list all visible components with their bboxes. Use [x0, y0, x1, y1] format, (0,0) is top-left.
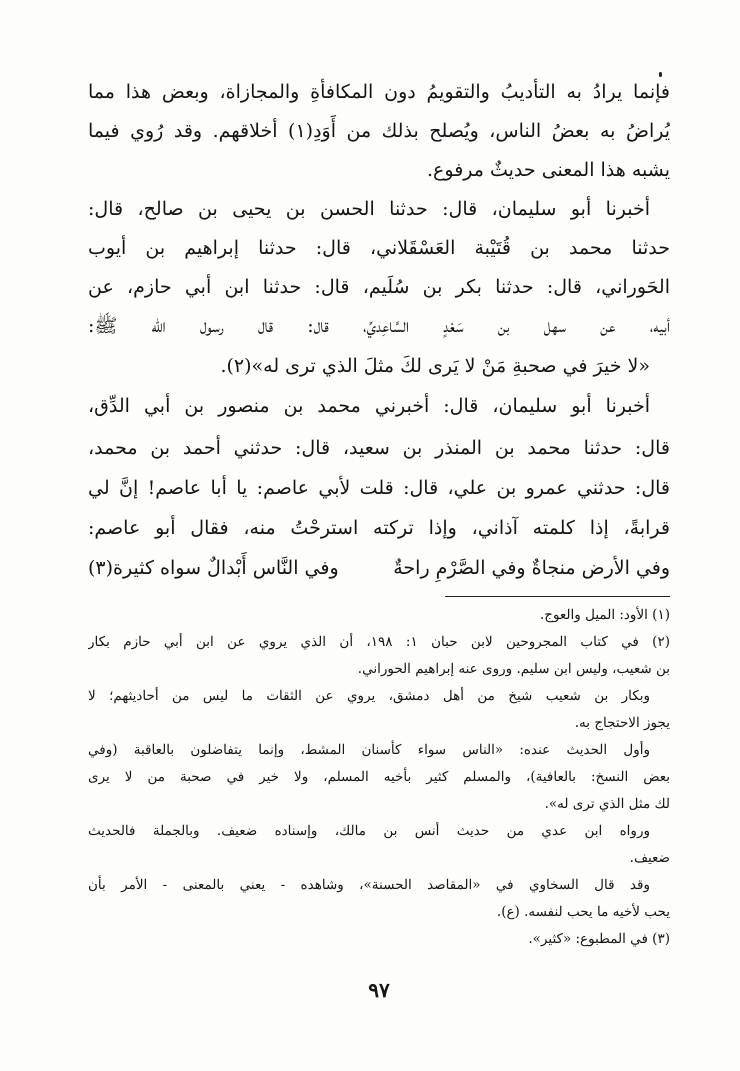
page-number: ٩٧ — [368, 978, 390, 1002]
footnote-line: لك مثل الذي ترى له». — [544, 796, 670, 812]
footnote-line: ورواه ابن عدي من حديث أنس بن مالك، وإسناده ضعيف. وبالجملة فالحديث — [88, 823, 650, 839]
body-line: أخبرنا أبو سليمان، قال: أخبرني محمد بن منصور بن أبي الدِّق، — [88, 395, 650, 417]
footnote-line: بعض النسخ: بالعافية)، والمسلم كثير بأخيه المسلم، ولا خير في صحبة من لا يرى — [88, 769, 670, 785]
verse-second-hemistich: وفي النَّاس أَبْدالٌ سواه كثيرة(٣) — [88, 557, 339, 579]
footnote-line: يجوز الاحتجاج به. — [574, 715, 670, 731]
book-page — [88, 0, 670, 1071]
body-line: الحَوراني، قال: حدثنا بكر بن سُلَيم، قال: حدثنا ابن أبي حازم، عن — [88, 276, 670, 298]
body-line: قرابةً، إذا كلمته آذاني، وإذا تركته استرحْتُ منه، فقال أبو عاصم: — [88, 517, 670, 539]
footnote-line: (١) الأود: الميل والعوج. — [539, 607, 670, 623]
footnote-line: وقد قال السخاوي في «المقاصد الحسنة»، وشاهده - يعني بالمعنى - الأمر بأن — [88, 877, 650, 893]
footnote-line: (٢) في كتاب المجروحين لابن حبان ١: ١٩٨، أن الذي يروي عن ابن أبي حازم بكار — [88, 634, 670, 650]
footnote-separator — [445, 596, 670, 597]
footnote-line: بن شعيب، وليس ابن سليم. وروى عنه إبراهيم الحوراني. — [357, 661, 670, 677]
verse-first-hemistich: وفي الأرض منجاةٌ وفي الصَّرْمِ راحةٌ — [393, 557, 670, 579]
body-line: يشبه هذا المعنى حديثٌ مرفوع. — [427, 159, 670, 181]
footnote-line: وبكار بن شعيب شيخ من أهل دمشق، يروي عن الثقات ما ليس من أحاديثهم؛ لا — [88, 688, 650, 704]
footnote-line: يحب لأخيه ما يحب لنفسه. (ع). — [496, 904, 670, 920]
footnote-line: ضعيف. — [629, 850, 670, 866]
body-line: فإنما يرادُ به التأديبُ والتقويمُ دون المكافأةِ والمجازاة، وبعض هذا مما — [88, 81, 670, 103]
body-line: أخبرنا أبو سليمان، قال: حدثنا الحسن بن يحيى بن صالح، قال: — [88, 198, 650, 220]
body-line: حدثنا محمد بن قُتَيْبة العَسْقَلاني، قال: حدثنا إبراهيم بن أيوب — [88, 237, 670, 259]
body-line: أبيه، عن سهل بن سَعْدٍ السَّاعِديِّ، قال: قال رسول الله ﷺ: — [88, 315, 670, 337]
footnote-line: وأول الحديث عنده: «الناس سواء كأسنان المشط، وإنما يتفاضلون بالعاقبة (وفي — [88, 742, 650, 758]
hadith-quote: «لا خيرَ في صحبةِ مَنْ لا يَرى لكَ مثلَ الذي ترى له»(٢). — [220, 355, 650, 377]
poetry-verse — [88, 546, 670, 590]
body-line: يُراضُ به بعضُ الناس، ويُصلح بذلك من أَوَدِ(١) أخلاقهم. وقد رُوي فيما — [88, 120, 670, 142]
body-line: قال: حدثني عمرو بن علي، قال: قلت لأبي عاصم: يا أبا عاصم! إنَّ لي — [88, 477, 670, 499]
body-line: قال: حدثنا محمد بن المنذر بن سعيد، قال: حدثني أحمد بن محمد، — [88, 437, 670, 459]
footnote-line: (٣) في المطبوع: «كثير». — [528, 931, 670, 947]
